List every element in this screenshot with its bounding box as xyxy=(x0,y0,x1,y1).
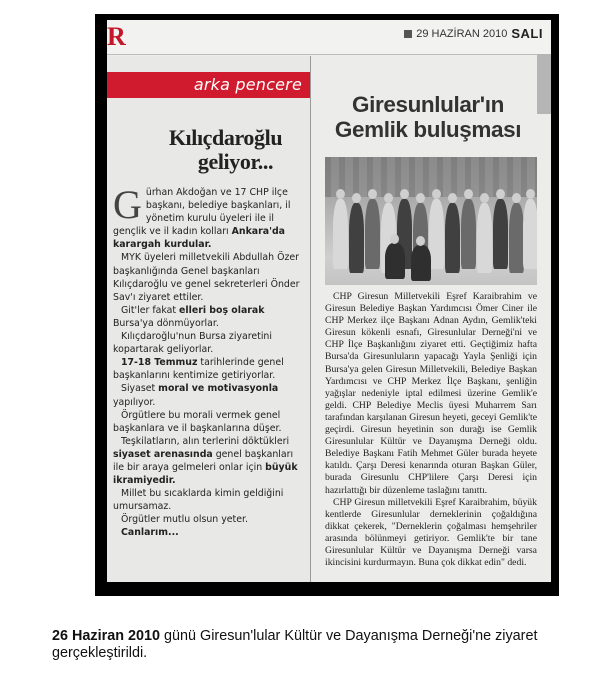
person-head xyxy=(512,193,521,203)
paragraph: MYK üyeleri milletvekili Abdullah Özer başkanlığında Genel başkanları Kılıçdaroğlu ve genel sekreterleri Önder Sav'ı ziyaret ettiler. xyxy=(113,252,300,303)
newspaper-logo-fragment: R xyxy=(107,22,126,51)
person-head xyxy=(390,234,399,244)
newspaper-header xyxy=(107,20,551,55)
article-headline xyxy=(319,92,537,142)
paragraph-text: Git'ler fakat xyxy=(121,304,180,316)
group-photo xyxy=(325,157,537,285)
paragraph-text: yapılıyor. xyxy=(113,396,156,408)
paragraph-bold-text: büyük ikramiyedir. xyxy=(113,461,298,487)
paragraph-text: tarihlerinde genel başkanlarını kentimize getiriyorlar. xyxy=(113,357,284,382)
dropcap: G xyxy=(113,182,142,227)
paragraph-bold-text: 17-18 Temmuz xyxy=(121,357,198,369)
person-head xyxy=(416,193,425,203)
headline-line-2: geliyor... xyxy=(197,149,274,174)
paragraph-bold-text: Ankara'da karargah kurdular. xyxy=(113,226,285,251)
person-silhouette xyxy=(461,199,476,269)
paragraph-text: Teşkilatların, alın terlerini döktükleri xyxy=(121,435,290,447)
left-column-article xyxy=(107,56,311,582)
paragraph-bold-text: siyaset arenasında xyxy=(113,448,213,460)
paragraph: CHP Giresun Milletvekili Eşref Karaibrahim ve Giresun Belediye Başkan Yardımcısı Ömer Ciner ile CHP Merkez ilçe Başkanı Adnan Aydın, Gemlik'teki Giresun kökenli esnafı, Giresunlular Derneği'ni ve CHP İlçe Başkanlığını ziyaret etti. Geçtiğimiz hafta Bursa'da Giresunluların yapacağı Yayla Şenliği için Bursa'ya gelen Giresun Milletvekili, Belediye Başkan Yardımcısı ve CHP Merkez İlçe Başkanı, şenliğin yağışlar nedeniyle iptal edilmesi üzerine Gemlik'e geldi. CHP Belediye Meclis üyesi Muharrem Sarı tarafından karşılanan Giresun heyeti, geceyi Gemlik'te geçirdi. Giresun heyetinin son durağı ise Gemlik Giresunlular Kültür ve Dayanışma Derneği oldu. Belediye Başkanı Fatih Mehmet Güler burada heyete katıldı. Çarşı Deresi kenarında oturan Başkan Güler, burada Giresunlu CHP'lilere Çarşı Deresi için hazırlattığı bir düzenleme taslağını tanıttı. xyxy=(325,291,537,496)
paragraph xyxy=(113,435,303,487)
person-silhouette xyxy=(365,199,380,269)
person-silhouette xyxy=(477,203,492,273)
person-head xyxy=(448,193,457,203)
person-head xyxy=(384,193,393,203)
headline-line-1: Kılıçdaroğlu xyxy=(168,125,283,150)
issue-date xyxy=(404,26,543,41)
paragraph-bold-text: elleri boş olarak xyxy=(179,304,265,316)
square-bullet-icon xyxy=(404,30,412,38)
paragraph-text: Siyaset xyxy=(121,383,159,395)
adjacent-column-edge xyxy=(537,54,551,114)
issue-day: SALI xyxy=(511,26,543,41)
person-silhouette xyxy=(523,199,537,269)
photo-background-building xyxy=(325,157,537,197)
person-head xyxy=(336,189,345,199)
paragraph-text: genel başkanları ile bir araya gelmeleri onlar için xyxy=(113,448,294,473)
person-head xyxy=(480,193,489,203)
section-banner xyxy=(107,72,310,98)
caption-text: günü Giresun'lular Kültür ve Dayanışma Derneği'ne ziyaret gerçekleştirildi. xyxy=(52,628,538,661)
paragraph xyxy=(113,356,303,382)
headline-line-1: Giresunlular'ın xyxy=(352,92,504,117)
person-silhouette xyxy=(445,203,460,273)
person-head xyxy=(400,189,409,199)
person-silhouette xyxy=(385,243,405,279)
section-label: arka pencere xyxy=(193,75,302,94)
person-head xyxy=(526,189,535,199)
issue-date-text: 29 HAZİRAN 2010 xyxy=(416,27,508,40)
person-head xyxy=(496,189,505,199)
person-silhouette xyxy=(429,199,444,269)
paragraph: Örgütlere bu morali vermek genel başkanlara ve il başkanlarına düşer. xyxy=(113,409,282,434)
headline-line-2: Gemlik buluşması xyxy=(334,117,522,142)
newspaper-clipping xyxy=(107,20,551,582)
person-silhouette xyxy=(333,199,348,269)
person-silhouette xyxy=(349,203,364,273)
right-column-article xyxy=(319,56,537,582)
person-silhouette xyxy=(493,199,508,269)
paragraph-text: Bursa'ya dönmüyorlar. xyxy=(113,317,219,329)
person-head xyxy=(464,189,473,199)
document-caption xyxy=(52,628,572,662)
paragraph: Millet bu sıcaklarda kimin geldiğini umursamaz. xyxy=(113,488,284,513)
person-silhouette xyxy=(411,245,431,281)
article-headline xyxy=(143,126,308,174)
paragraph: Örgütler mutlu olsun yeter. xyxy=(121,514,248,526)
paragraph xyxy=(113,304,303,330)
paragraph-bold-text: moral ve motivasyonla xyxy=(158,383,279,395)
paragraph: Kılıçdaroğlu'nun Bursa ziyaretini kopartarak geliyorlar. xyxy=(113,331,272,356)
person-head xyxy=(352,193,361,203)
person-head xyxy=(368,189,377,199)
person-silhouette xyxy=(509,203,524,273)
article-body xyxy=(113,182,303,540)
signoff: Canlarım... xyxy=(121,527,179,539)
paragraph-text: ürhan Akdoğan ve 17 CHP ilçe başkanı, belediye başkanları, il yönetim kurulu üyeleri ile il gençlik ve il kadın kolları xyxy=(113,187,291,238)
article-body xyxy=(325,291,537,569)
paragraph xyxy=(113,182,303,251)
caption-date: 26 Haziran 2010 xyxy=(52,628,161,644)
paragraph xyxy=(113,382,303,408)
paragraph: CHP Giresun milletvekili Eşref Karaibrahim, büyük kentlerde Giresunlular derneklerinin çoğaldığına dikkat çekerek, "Derneklerin çoğalması hemşehriler arasında bölünmeyi getiriyor. Gemlik'te bir tane Giresunlular Kültür ve Dayanışma Derneği varsa ikincisini kurdurmayın. Buna çok dikkat edin" dedi. xyxy=(325,496,537,569)
person-head xyxy=(416,236,425,246)
person-head xyxy=(432,189,441,199)
